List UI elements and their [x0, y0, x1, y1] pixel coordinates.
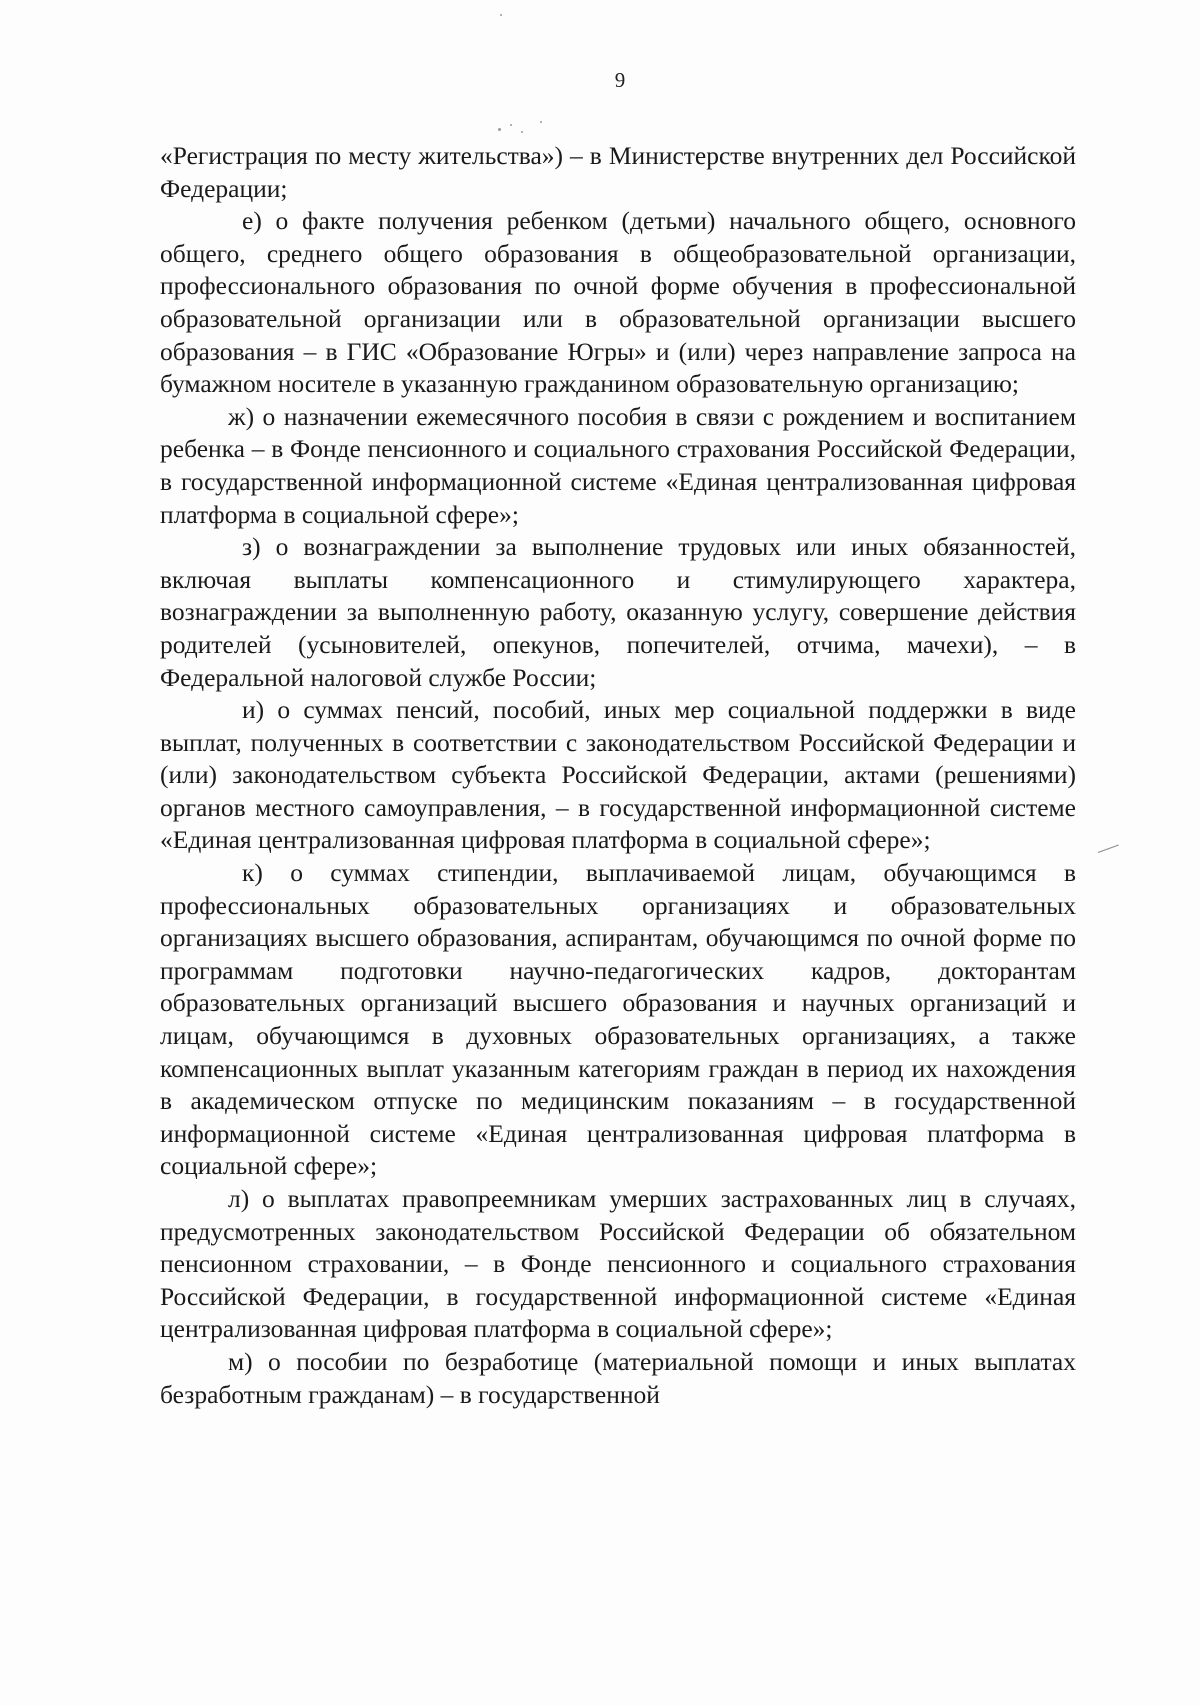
scan-speck: [498, 128, 501, 131]
margin-mark: [1098, 845, 1119, 853]
paragraph-item-l: л) о выплатах правопреемникам умерших застрахованных лиц в случаях, предусмотренных законодательством Российской Федерации об обязательном пенсионном страховании, – в Фонде пенсионного и социального страхования Российской Федерации, в государственной информационной системе «Единая централизованная цифровая платформа в социальной сфере»;: [160, 1184, 1076, 1344]
scan-speck: [521, 131, 523, 133]
paragraph-item-m: м) о пособии по безработице (материальной помощи и иных выплатах безработным гражданам) – в государственной: [160, 1346, 1076, 1409]
document-body: [160, 140, 1076, 1411]
scan-speck: [540, 121, 542, 123]
paragraph-item-e: е) о факте получения ребенком (детьми) начального общего, основного общего, среднего общего образования в общеобразовательной организации, профессионального образования по очной форме обучения в профессиональной образовательной организации или в образовательной организации высшего образования – в ГИС «Образование Югры» и (или) через направление запроса на бумажном носителе в указанную гражданином образовательную организацию;: [160, 206, 1076, 399]
scan-speck: [500, 14, 502, 16]
paragraph-item-k: к) о суммах стипендии, выплачиваемой лицам, обучающимся в профессиональных образовательных организациях и образовательных организациях высшего образования, аспирантам, обучающимся по очной форме по программам подготовки научно-педагогических кадров, докторантам образовательных организаций высшего образования и научных организаций и лицам, обучающимся в духовных образовательных организациях, а также компенсационных выплат указанным категориям граждан в период их нахождения в академическом отпуске по медицинским показаниям – в государственной информационной системе «Единая централизованная цифровая платформа в социальной сфере»;: [160, 858, 1076, 1181]
scan-speck: [510, 124, 512, 126]
paragraph-continuation: «Регистрация по месту жительства») – в Министерстве внутренних дел Российской Федерации;: [160, 141, 1076, 203]
paragraph-item-zh: ж) о назначении ежемесячного пособия в связи с рождением и воспитанием ребенка – в Фонде пенсионного и социального страхования Российской Федерации, в государственной информационной системе «Единая централизованная цифровая платформа в социальной сфере»;: [160, 401, 1076, 529]
paragraph-item-z: з) о вознаграждении за выполнение трудовых или иных обязанностей, включая выплаты компенсационного и стимулирующего характера, вознаграждении за выполненную работу, оказанную услугу, совершение действия родителей (усыновителей, опекунов, попечителей, отчима, мачехи), – в Федеральной налоговой службе России;: [160, 532, 1076, 692]
page-number: 9: [614, 68, 626, 92]
paragraph-item-i: и) о суммах пенсий, пособий, иных мер социальной поддержки в виде выплат, полученных в соответствии с законодательством Российской Федерации и (или) законодательством субъекта Российской Федерации, актами (решениями) органов местного самоуправления, – в государственной информационной системе «Единая централизованная цифровая платформа в социальной сфере»;: [160, 695, 1076, 855]
